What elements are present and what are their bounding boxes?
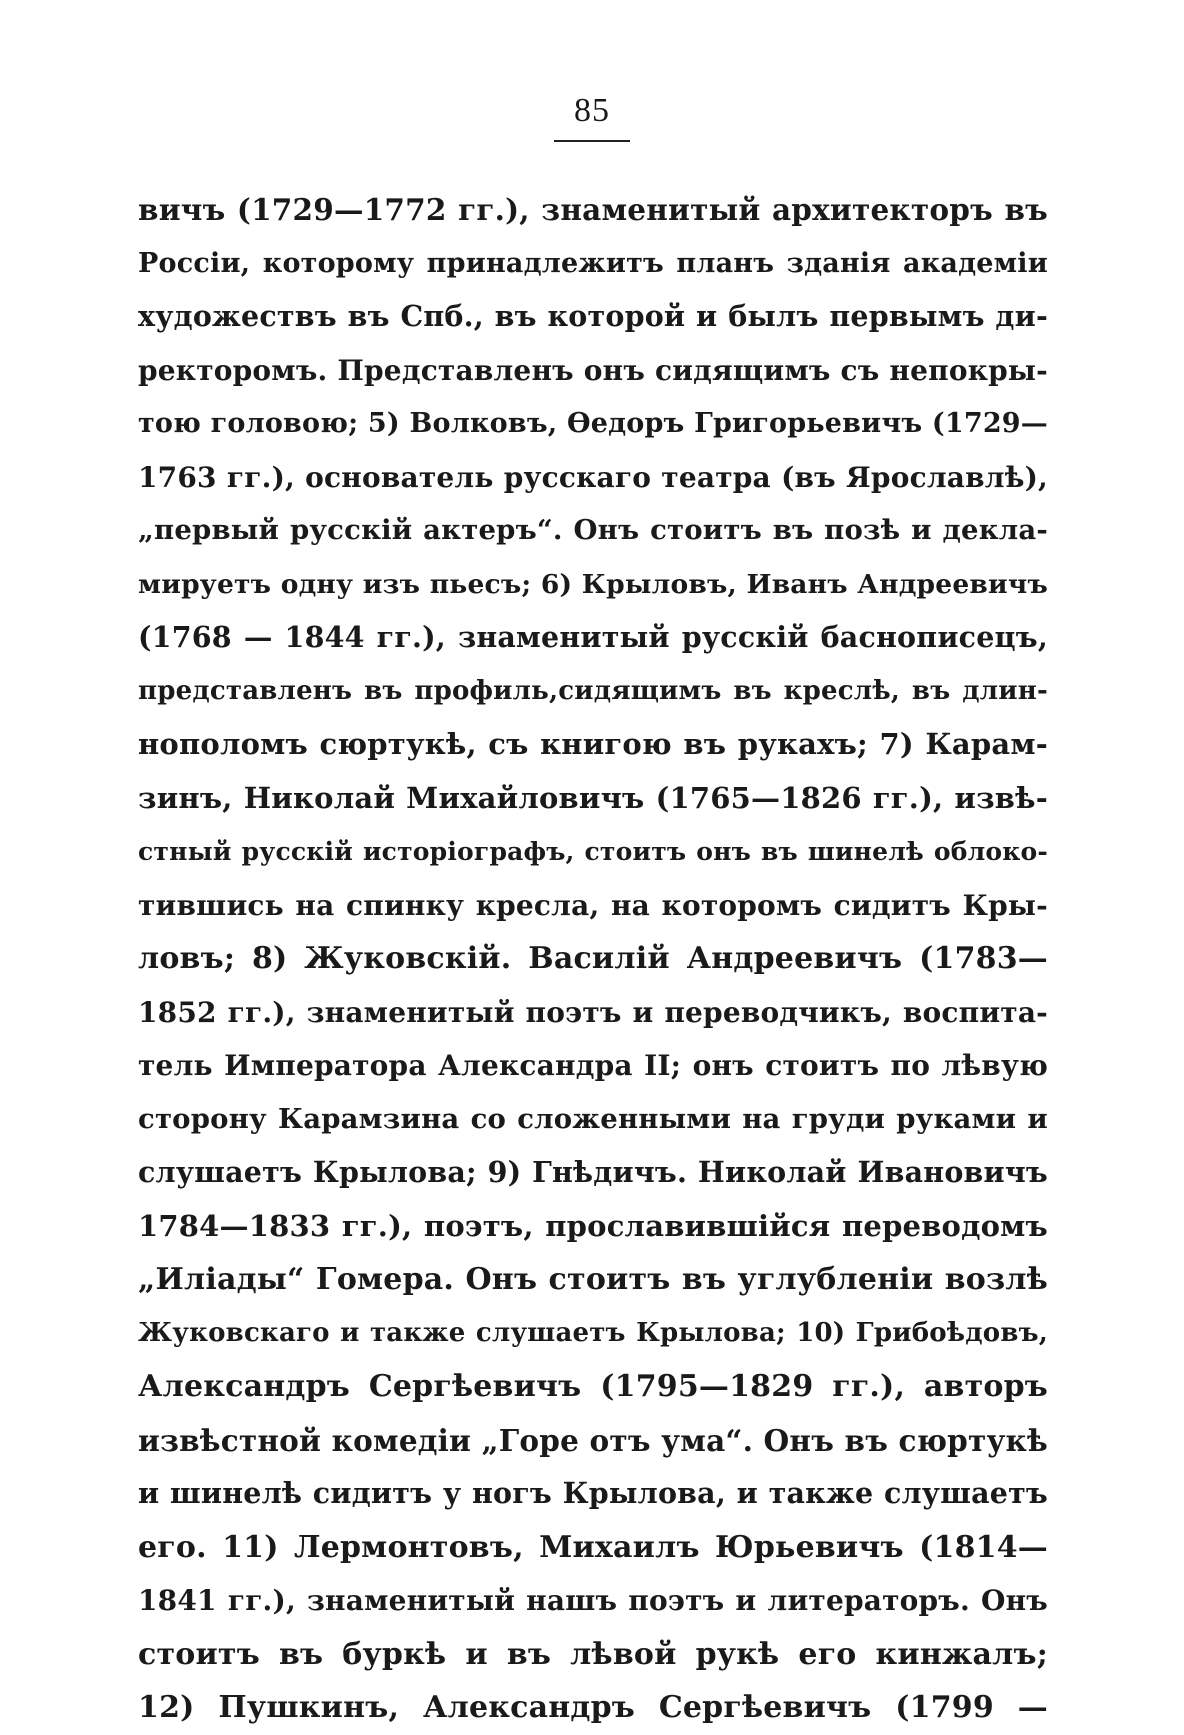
page-number-rule xyxy=(554,140,630,142)
text-line: и шинелѣ сидитъ у ногъ Крылова, и также слушаетъ xyxy=(138,1476,1048,1510)
text-line: стоитъ въ буркѣ и въ лѣвой рукѣ его кинжалъ; xyxy=(138,1636,1048,1672)
text-line: стный русскій исторіографъ, стоитъ онъ въ шинелѣ облоко- xyxy=(138,837,1048,866)
text-line: сторону Карамзина со сложенными на груди руками и xyxy=(138,1102,1048,1135)
text-line: Александръ Сергѣевичъ (1795—1829 гг.), авторъ xyxy=(138,1369,1048,1404)
text-line: 1852 гг.), знаменитый поэтъ и переводчикъ, воспита- xyxy=(138,995,1048,1029)
text-line: „Иліады“ Гомера. Онъ стоитъ въ углубленіи возлѣ xyxy=(138,1262,1048,1297)
text-line: Жуковскаго и также слушаетъ Крылова; 10) Грибоѣдовъ, xyxy=(138,1317,1048,1348)
text-line: слушаетъ Крылова; 9) Гнѣдичъ. Николай Ивановичъ xyxy=(138,1155,1048,1189)
body-text xyxy=(138,183,1048,1735)
text-line: вичъ (1729—1772 гг.), знаменитый архитекторъ въ xyxy=(138,192,1048,227)
text-line: Россіи, которому принадлежитъ планъ зданія академіи xyxy=(138,247,1048,279)
text-line: нополомъ сюртукѣ, съ книгою въ рукахъ; 7) Карам- xyxy=(138,727,1048,761)
text-line: 12) Пушкинъ, Александръ Сергѣевичъ (1799 — xyxy=(138,1690,1048,1725)
text-line: ректоромъ. Представленъ онъ сидящимъ съ непокры- xyxy=(138,353,1048,387)
text-line: тившись на спинку кресла, на которомъ сидитъ Кры- xyxy=(138,888,1048,922)
text-line: ловъ; 8) Жуковскій. Василій Андреевичъ (1783— xyxy=(138,941,1048,976)
text-line: художествъ въ Спб., въ которой и былъ первымъ ди- xyxy=(138,299,1048,333)
text-line: 1763 гг.), основатель русскаго театра (въ Ярославлѣ), xyxy=(138,460,1048,494)
page-number: 85 xyxy=(574,92,610,129)
text-line: мируетъ одну изъ пьесъ; 6) Крыловъ, Иванъ Андреевичъ xyxy=(138,568,1048,600)
text-line: 1784—1833 гг.), поэтъ, прославившійся переводомъ xyxy=(138,1208,1048,1243)
text-line: тою головою; 5) Волковъ, Өедоръ Григорьевичъ (1729— xyxy=(138,408,1048,439)
text-line: (1768 — 1844 гг.), знаменитый русскій баснописецъ, xyxy=(138,620,1048,654)
text-line: 1841 гг.), знаменитый нашъ поэтъ и литераторъ. Онъ xyxy=(138,1584,1048,1617)
text-line: „первый русскій актеръ“. Онъ стоитъ въ позѣ и декла- xyxy=(138,514,1048,546)
text-line: извѣстной комедіи „Горе отъ ума“. Онъ въ сюртукѣ xyxy=(138,1422,1048,1458)
text-line: его. 11) Лермонтовъ, Михаилъ Юрьевичъ (1814— xyxy=(138,1529,1048,1565)
text-line: представленъ въ профиль,сидящимъ въ креслѣ, въ длин- xyxy=(138,675,1048,706)
text-line: зинъ, Николай Михайловичъ (1765—1826 гг.), извѣ- xyxy=(138,780,1048,815)
text-line: тель Императора Александра II; онъ стоитъ по лѣвую xyxy=(138,1049,1048,1082)
